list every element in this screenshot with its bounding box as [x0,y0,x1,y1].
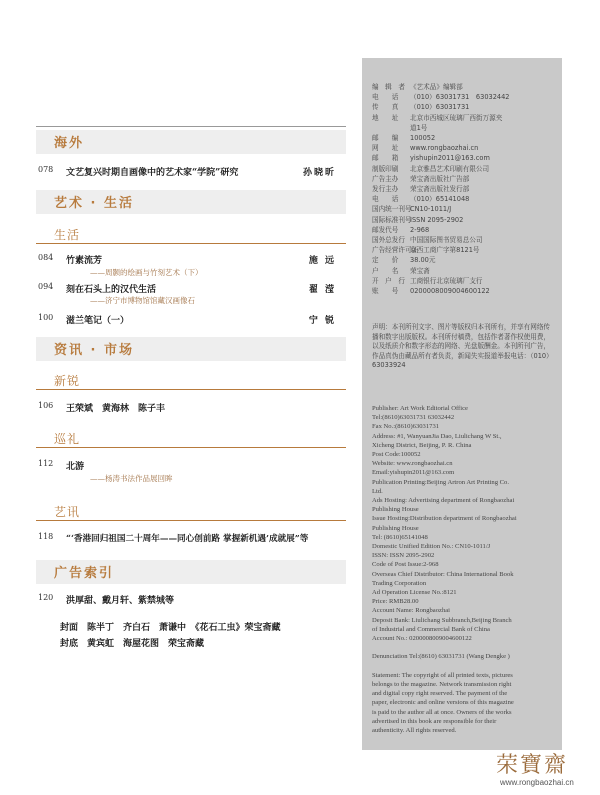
publisher-info-row [372,246,480,254]
subsection-rule [36,520,346,521]
info-key: 电 话 [372,93,399,102]
section-art-life [36,190,346,214]
info-key: 邮 编 [372,134,399,142]
subsection-rule [36,243,346,244]
info-key: 广告经营许可证 [372,246,419,255]
english-info-line: Tel: (8610)65141048 [372,533,428,541]
subsection-rule [36,447,346,448]
english-info-line: Tel:(8610)63031731 63032442 [372,414,455,422]
info-value: （010）63031731 63032442 [410,93,510,102]
publisher-info-row [372,165,489,173]
publisher-info-row [372,256,435,264]
article-author: 孙晓昕 [302,168,336,178]
info-value: （010）65141048 [410,195,470,204]
english-info-line: Ad Operation License No.:8121 [372,589,457,596]
section-ad-index [36,560,346,584]
english-info-line: Statement: The copyright of all printed texts, pictures [372,671,513,679]
english-info-line: ISSN: ISSN 2095-2902 [372,552,435,560]
page-number: 120 [38,593,54,602]
info-value: 荣宝斋出版社广告部 [410,174,470,183]
publisher-info-row [372,287,490,295]
article-subtitle: ——济宁市博物馆馆藏汉画像石 [90,296,195,305]
english-info-line: Trading Corporation [372,579,427,587]
publisher-info-row [372,144,478,152]
info-key: 邮 箱 [372,154,399,163]
publisher-info-row [372,154,490,162]
article-author: 翟 滢 [308,285,336,295]
page-number: 112 [38,459,54,468]
publisher-info-row [372,216,463,224]
info-value: 北京雅昌艺术印刷有限公司 [410,164,490,173]
article-title: 北游 [66,462,85,472]
english-info-line: Overseas Chief Distributor: China International Book [372,570,514,578]
publisher-info-row [372,124,427,132]
english-info-line: of Industrial and Commercial Bank of China [372,625,490,633]
publisher-info-row [372,195,469,203]
info-key: 户 名 [372,266,399,275]
page-number: 118 [38,532,54,541]
publisher-info-row [372,134,435,142]
publisher-info-row [372,226,429,234]
publisher-info-row [372,175,469,183]
page-number: 084 [38,253,54,262]
info-value: 0200008009004600122 [410,287,490,295]
info-value: 2-968 [410,225,430,234]
english-info-line: Publisher: Art Work Editorial Office [372,405,468,412]
info-value: 京西工商广字第8121号 [410,246,480,255]
english-info-line: advertised in this book are responsible for their [372,717,497,725]
english-info-line: Ltd. [372,487,383,495]
publisher-info-row [372,205,451,213]
article-author: 宁 锐 [308,316,336,326]
subsection-title: 生活 [54,228,81,242]
subsection-title: 巡礼 [54,432,81,446]
publisher-info-row [372,267,430,275]
english-info-line: Email:yishupin2011@163.com [372,469,455,477]
page-number: 100 [38,313,54,322]
english-info-line: Post Code:100052 [372,451,421,458]
info-key: 国内统一刊号 [372,205,412,214]
publisher-info-panel [362,58,562,750]
info-value: CN10-1011/J [410,205,452,214]
section-title: 广告索引 [54,566,115,581]
english-info-line: Code of Post Issue:2-968 [372,561,439,569]
publisher-info-row [372,114,502,122]
section-overseas [36,130,346,154]
article-subtitle: ——周颢的绘画与竹刻艺术（下） [90,268,203,277]
page-number: 106 [38,401,54,410]
info-key: 开 户 行 [372,276,405,285]
english-info-line: Publishing House [372,506,419,514]
publisher-info-row [372,277,483,285]
article-author: 施 远 [308,256,336,266]
info-key: 国外总发行 [372,236,405,244]
info-value: 荣宝斋出版社发行部 [410,185,470,193]
info-value: 100052 [410,134,436,142]
info-value: 工商银行北京琉璃厂支行 [410,276,483,285]
english-info-line: paper, electronic and online versions of this magazine [372,699,514,707]
subsection-title: 新锐 [54,374,81,388]
publisher-info-row [372,83,463,91]
info-key: 网 址 [372,144,399,153]
cover-back-credit: 封底 黄宾虹 海屋花图 荣宝斋藏 [60,639,205,649]
article-subtitle: ——杨涛书法作品展回眸 [90,474,173,483]
english-info-line: Denunciation Tel:(8610) 63031731 (Wang Dengke ) [372,653,510,661]
rongbaozhai-logo: 荣寶齋 [496,753,569,778]
top-rule [36,126,346,127]
english-info-line: Address: #1, WanyuanJia Dao, Liulichang W St., [372,432,502,440]
info-value: （010）63031731 [410,103,470,112]
cover-front-credit: 封面 陈半丁 齐白石 萧谦中 《花石工虫》荣宝斋藏 [60,623,281,633]
english-info-line: Xicheng District, Beijing, P. R. China [372,441,472,449]
info-key: 传 真 [372,103,399,112]
info-value: 《艺术品》编辑部 [410,83,463,91]
info-key: 国际标准刊号 [372,215,412,224]
article-title: 刻在石头上的汉代生活 [66,285,157,295]
info-key: 定 价 [372,256,399,265]
info-value: www.rongbaozhai.cn [410,144,479,153]
info-value: 北京市西城区琉璃厂西街万源夹 [410,113,503,122]
publisher-info-row [372,103,469,111]
publisher-info-row [372,93,510,101]
english-info-line: Fax No.:(8610)63031731 [372,423,440,431]
info-key: 电 话 [372,195,399,204]
article-title: “‘香港回归祖国二十周年——同心创前路 掌握新机遇’成就展”等 [66,534,309,544]
info-key: 地 址 [372,113,399,122]
subsection-title: 艺讯 [54,505,81,519]
page-number: 078 [38,165,54,174]
english-info-line: Deposit Bank: Liulichang Subbranch,Beijing Branch [372,616,512,624]
article-title: 文艺复兴时期自画像中的艺术家“学院”研究 [66,168,239,178]
info-key: 制版印刷 [372,164,399,173]
english-info-line: and digital copy right reserved. The payment of the [372,690,508,698]
article-title: 王荣斌 黄海林 陈子丰 [66,404,166,414]
info-key: 广告主办 [372,174,399,183]
section-title: 资讯 · 市场 [54,343,134,358]
info-value: ISSN 2095-2902 [410,215,464,224]
english-info-line: Publishing House [372,524,419,532]
section-title: 海外 [54,136,85,151]
english-info-line: Domestic Unified Edition No.: CN10-1011/J [372,543,491,550]
copyright-statement-cn: 声明：本刊所刊文字、图片等版权归本刊所有，并享有网络传播和数字出版版权。本刊所付稿费，包括作者著作权使用费，以及纸质介和数字形态的网络、光盘版酬金。本刊所刊广告，作品真伪由藏品所有者负责，新闻失实报道举报电话：（010）63033924 [372,323,553,370]
info-key: 编 辑 者 [372,83,405,91]
section-news-market [36,337,346,361]
info-value: 中国国际图书贸易总公司 [410,236,483,244]
info-key: 账 号 [372,287,399,295]
english-info-line: belongs to the magazine. Network transmission right [372,681,512,688]
section-title: 艺术 · 生活 [54,196,134,211]
publisher-info-row [372,185,469,193]
english-info-line: authenticity. All rights reserved. [372,727,457,734]
info-value: yishupin2011@163.com [410,154,490,163]
english-info-line: is paid to the author all at once. Owners of the works [372,708,512,716]
english-info-line: Price: RMB28.00 [372,598,419,606]
article-title: 竹素流芳 [66,256,103,266]
page-number: 094 [38,282,54,291]
english-info-line: Website: www.rongbaozhai.cn [372,460,453,468]
english-info-line: Publication Printing:Beijing Artron Art Printing Co. [372,478,510,486]
info-value: 荣宝斋 [410,266,430,275]
info-value: 38.00元 [410,256,436,265]
article-title: 洪厚甜、戴月轩、紫禁城等 [66,596,175,606]
publisher-info-row [372,236,483,244]
english-info-line: Account No.: 0200008009004600122 [372,635,472,642]
logo-url: www.rongbaozhai.cn [500,778,574,787]
info-value: 道1号 [410,123,428,132]
article-title: 滋兰笔记（一） [66,316,130,326]
english-info-line: Account Name: Rongbaozhai [372,607,451,615]
info-key: 发行主办 [372,185,399,193]
info-key: 邮发代号 [372,225,399,234]
english-info-line: Ads Hosting: Advertising department of Rongbaozhai [372,497,515,504]
subsection-rule [36,389,346,390]
english-info-line: Issue Hosting:Distribution department of Rongbaozhai [372,515,517,523]
